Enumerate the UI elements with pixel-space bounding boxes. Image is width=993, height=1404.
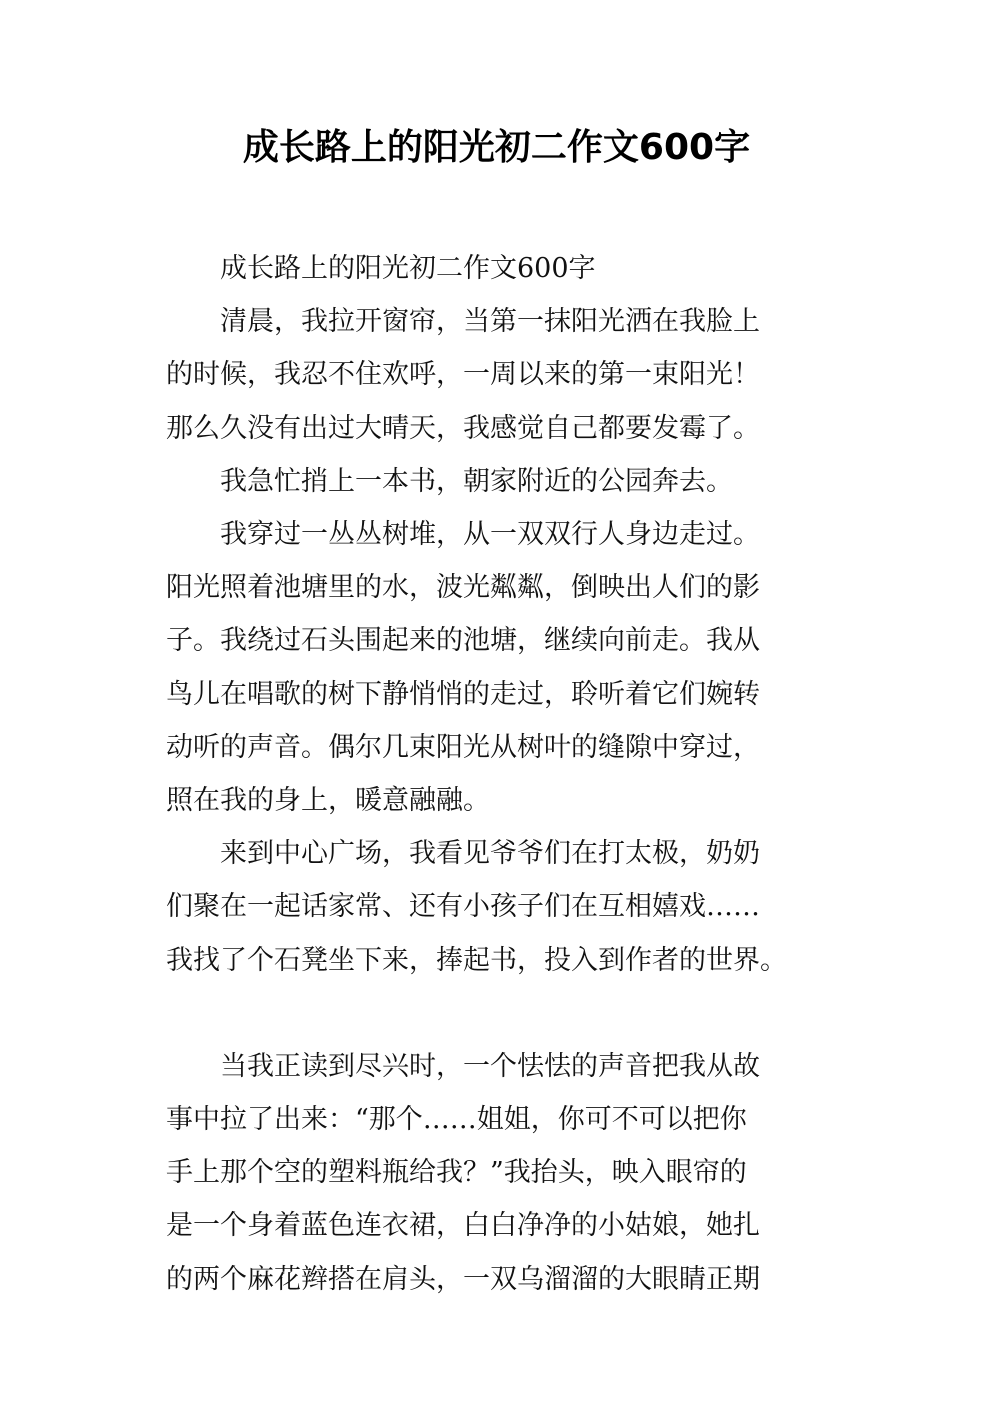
paragraph-park: 我急忙捎上一本书，朝家附近的公园奔去。 [220, 465, 733, 497]
paragraph-girl: 当我正读到尽兴时，一个怯怯的声音把我从故 事中拉了出来：“那个……姐姐，你可不可以把你 手上那个空的塑料瓶给我？”我抬头，映入眼帘的 是一个身着蓝色连衣裙，白白净净的小姑娘，她扎 的两个麻花辫搭在肩头，一双乌溜溜的大眼睛正期 [166, 1050, 760, 1295]
paragraph-heading-repeat: 成长路上的阳光初二作文600字 [220, 253, 596, 284]
paragraph-square: 来到中心广场，我看见爷爷们在打太极，奶奶 们聚在一起话家常、还有小孩子们在互相嬉戏…… 我找了个石凳坐下来，捧起书，投入到作者的世界。 [166, 838, 787, 976]
document-body [166, 242, 836, 1306]
paragraph-walk: 我穿过一丛丛树堆，从一双双行人身边走过。 阳光照着池塘里的水，波光粼粼，倒映出人们的影 子。我绕过石头围起来的池塘，继续向前走。我从 鸟儿在唱歌的树下静悄悄的走过，聆听着它们婉转 动听的声音。偶尔几束阳光从树叶的缝隙中穿过， 照在我的身上，暖意融融。 [166, 519, 760, 817]
paragraph-morning: 清晨，我拉开窗帘，当第一抹阳光洒在我脸上 的时候，我忍不住欢呼，一周以来的第一束阳光！ 那么久没有出过大晴天，我感觉自己都要发霉了。 [166, 306, 760, 444]
document-title: 成长路上的阳光初二作文600字 [242, 127, 751, 168]
paragraph-gap [166, 987, 836, 1040]
